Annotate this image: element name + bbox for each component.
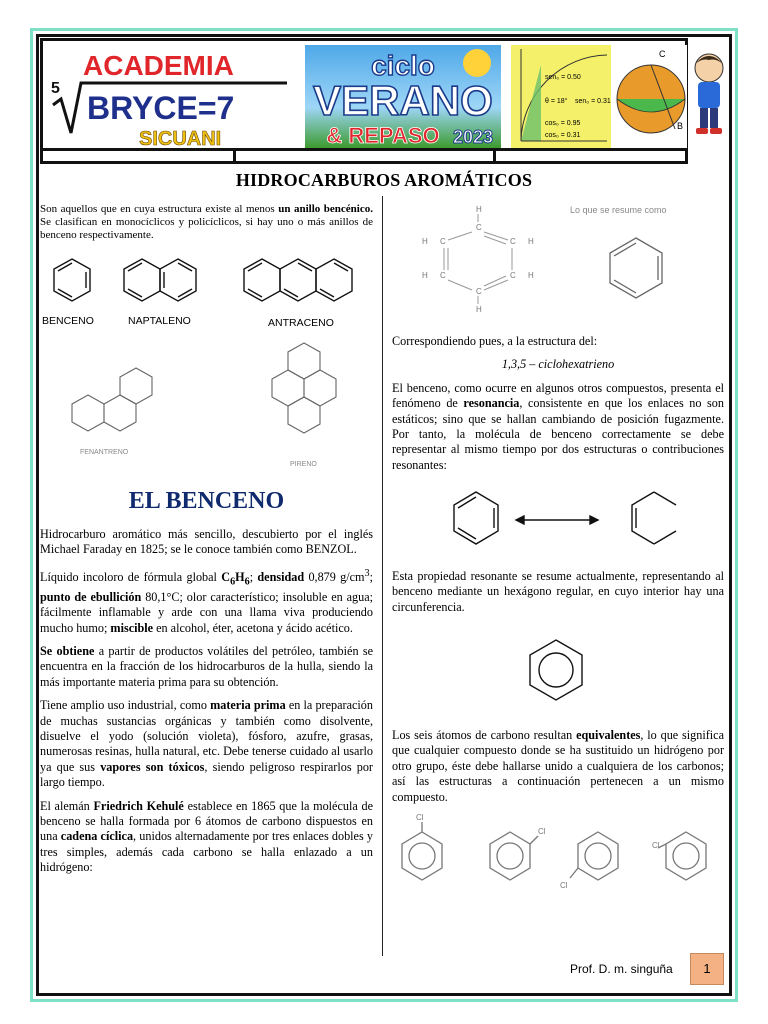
svg-text:Cl: Cl: [652, 841, 660, 850]
p-hexagono: Esta propiedad resonante se resume actualmente, representando al benceno mediante un hexágono regular, en cuyo interior hay una circunferencia.: [392, 569, 724, 614]
svg-text:Cl: Cl: [416, 813, 424, 822]
svg-text:H: H: [528, 271, 534, 280]
kekule-structure: [392, 200, 732, 330]
label-fenantreno: FENANTRENO: [80, 449, 129, 456]
label-benceno: BENCENO: [42, 315, 94, 327]
year-text: 2023: [452, 127, 494, 147]
ciclohexatrieno: 1,3,5 – ciclohexatrieno: [501, 357, 615, 372]
sphere-label-c: C: [659, 49, 666, 59]
blur-caption: Lo que se resume como: [570, 205, 667, 215]
svg-text:H: H: [422, 271, 428, 280]
benzene-circle-figure: [518, 638, 618, 718]
student-mascot: [686, 52, 732, 138]
label-naptaleno: NAPTALENO: [128, 315, 191, 327]
svg-text:C: C: [440, 237, 446, 246]
intro-paragraph: Son aquellos que en cuya estructura existe al menos un anillo bencénico. Se clasifican en monocíclicos y policíclicos, si hay uno o más anillos de benceno respectivamente.: [40, 203, 373, 241]
page-number: 1: [690, 953, 724, 985]
trig-label-3: sen₀ = 0.31: [575, 98, 611, 105]
label-antraceno: ANTRACENO: [268, 317, 334, 329]
chlorobenzene-figures: [392, 812, 732, 902]
strip-divider: [233, 151, 236, 164]
p-equivalentes: Los seis átomos de carbono resultan equivalentes, lo que significa que cualquier compuesto donde se ha sustituido un hidrógeno por otro grupo, éste debe hallarse unido a cualquiera de los carbonos; así las estructuras a continuación pertenecen a un mismo compuesto.: [392, 728, 725, 804]
header-banner: [40, 38, 688, 164]
svg-text:C: C: [440, 271, 446, 280]
p-faraday: Hidrocarburo aromático más sencillo, descubierto por el inglés Michael Faraday en 1825; se le conoce también como BENZOL.: [40, 527, 373, 557]
label-pireno: PIRENO: [290, 461, 317, 468]
resonance-figure: [392, 488, 732, 568]
verano-text: VERANO: [313, 77, 493, 124]
footer-author: Prof. D. m. singuña: [570, 962, 673, 976]
strip-divider: [493, 151, 496, 164]
repaso-text: & REPASO: [326, 123, 440, 148]
academy-logo: [47, 47, 297, 149]
ciclo-text: ciclo: [371, 50, 435, 81]
svg-text:Cl: Cl: [538, 827, 546, 836]
bryce-text: BRYCE=7: [87, 90, 235, 126]
p-obtencion: Se obtiene a partir de productos volátiles del petróleo, también se encuentra en la fracción de los hidrocarburos de la hulla, siendo la más importante materia prima para su obtención.: [40, 643, 373, 689]
svg-text:H: H: [528, 237, 534, 246]
sphere-label-b: B: [677, 121, 684, 131]
trig-label-1: sen₀ = 0.50: [545, 74, 581, 81]
svg-text:C: C: [510, 271, 516, 280]
left-body: [40, 527, 373, 884]
trig-label-2: θ = 18°: [545, 98, 568, 105]
academy-text: ACADEMIA: [83, 50, 234, 81]
svg-text:C: C: [510, 237, 516, 246]
p-kekule: El alemán Friedrich Kehulé establece en 1865 que la molécula de benceno se halla formada por 6 átomos de carbono dispuestos en una cadena cíclica, unidos alternadamente por tres enlaces dobles y tres simples, además cada carbono se halla enlazado a un hidrógeno:: [40, 798, 373, 875]
p-uso: Tiene amplio uso industrial, como materia prima en la preparación de muchas sustancias orgánicas y también como disolvente, disuelve el yodo (solución violeta), fósforo, azufre, grasas, numerosas resinas, hulla natural, etc. Debe tenerse cuidado al usarlo ya que sus vapores son tóxicos, siendo peligroso respirarlos por largo tiempo.: [40, 698, 373, 790]
city-text: SICUANI: [139, 128, 222, 150]
polycyclic-figures: [40, 255, 380, 445]
trig-label-5: cos₀ = 0.31: [545, 132, 581, 139]
p-properties: Líquido incoloro de fórmula global $C_6H_6$; densidad 0,879 $g/cm^3$; punto de ebullición 80,1°C; olor característico; insoluble en agua; fácilmente inflamable y arde con una llama viva produciendo mucho humo; miscible en alcohol, éter, acetona y ácido acético.: [40, 567, 373, 635]
right-body-top: [392, 334, 724, 481]
svg-text:Cl: Cl: [560, 881, 568, 890]
svg-text:C: C: [476, 223, 482, 232]
svg-text:H: H: [476, 205, 482, 214]
banner-strip: [40, 148, 688, 164]
column-divider: [382, 196, 383, 956]
svg-text:H: H: [476, 305, 482, 314]
benceno-heading: EL BENCENO: [128, 488, 285, 514]
trig-figure: [511, 45, 611, 149]
svg-text:C: C: [476, 287, 482, 296]
trig-label-4: cos₀ = 0.95: [545, 120, 581, 127]
p-corresp: Correspondiendo pues, a la estructura del:: [392, 334, 598, 348]
ciclo-verano-logo: [305, 45, 501, 149]
p-resonancia: El benceno, como ocurre en algunos otros compuestos, presenta el fenómeno de resonancia, consistente en que los enlaces no son estáticos; sino que se hallan cambiando de posición fugazmente. Por tanto, la molécula de benceno correctamente se debe representar al mismo tiempo por dos estructuras o contribuciones resonantes:: [392, 380, 724, 472]
page-title: HIDROCARBUROS AROMÁTICOS: [235, 170, 533, 190]
svg-text:H: H: [422, 237, 428, 246]
sphere-figure: [615, 45, 687, 149]
root-index: 5: [51, 80, 60, 97]
